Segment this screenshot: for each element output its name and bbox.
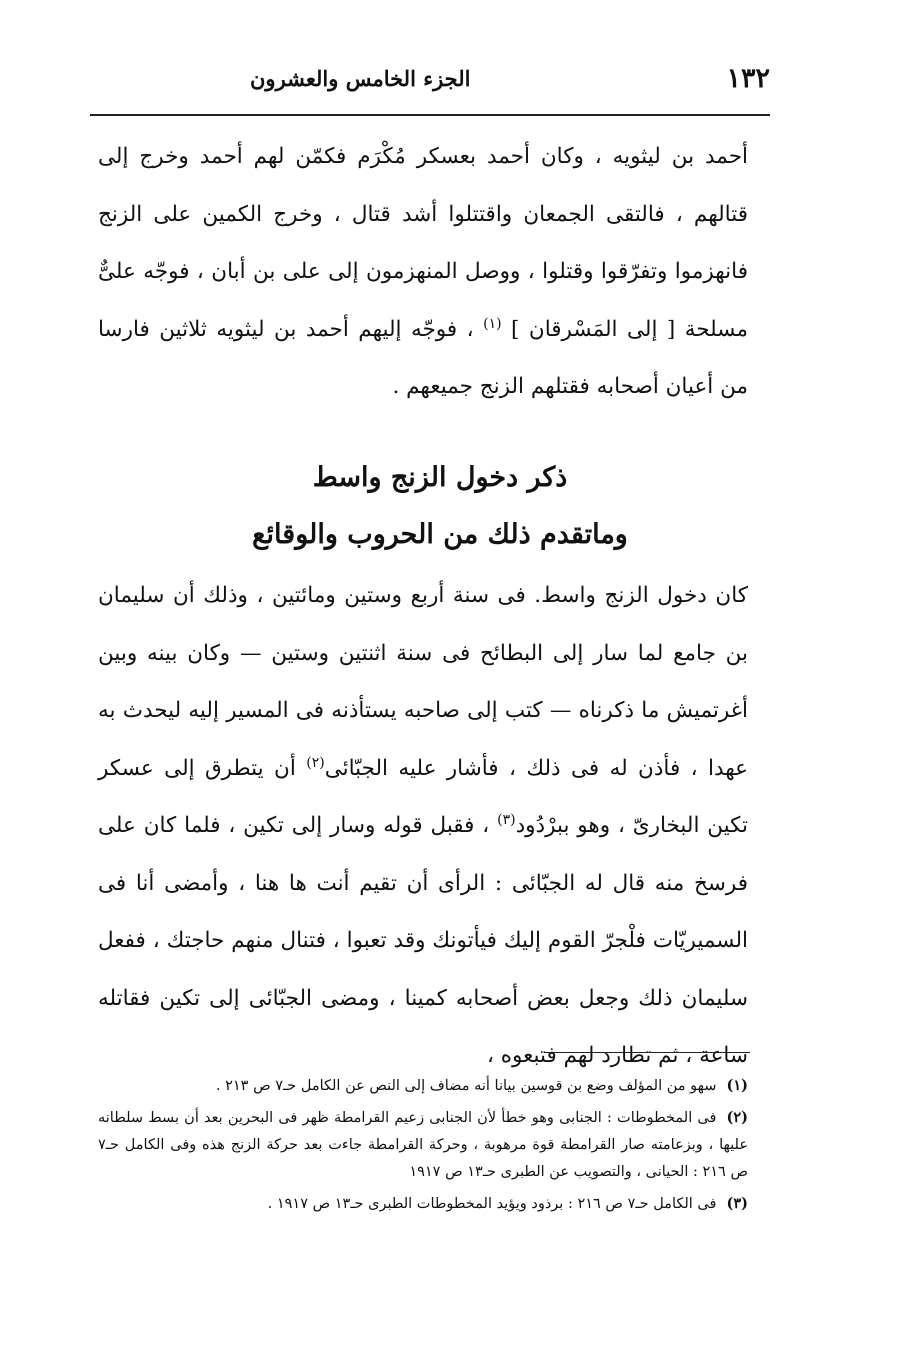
footnote-ref-2: (٢) xyxy=(306,754,325,771)
footnote-2 xyxy=(98,1104,748,1186)
paragraph-1 xyxy=(98,128,748,416)
footnote-3 xyxy=(98,1190,748,1218)
paragraph-2 xyxy=(98,567,748,1085)
section-title-line-1: ذكر دخول الزنج واسط xyxy=(312,462,568,493)
footnote-ref-3: (٣) xyxy=(497,811,516,828)
paragraph-1-text-b: ، فوجّه إليهم أحمد بن ليثويه ثلاثين فارسا من أعيان أصحابه فقتلهم الزنج جميعهم . xyxy=(98,316,748,399)
paragraph-2-text-a: كان دخول الزنج واسط. فى سنة أربع وستين ومائتين ، وذلك أن سليمان بن جامع لما سار إلى البطائح فى سنة اثنتين وستين — وكان بينه وبين أغرتميش ما ذكرناه — كتب إلى صاحبه يستأذنه فى المسير إليه ليحدث به عهدا ، فأذن له فى ذلك ، فأشار عليه الجبّائى xyxy=(98,583,748,781)
footnote-1 xyxy=(98,1072,748,1100)
page-number: ١٣٢ xyxy=(726,62,770,94)
paragraph-2-text-b: أن يتطرق إلى عسكر تكين البخارىّ ، وهو ببرْدُود xyxy=(98,755,748,838)
page-header xyxy=(90,58,770,98)
footnote-ref-1: (١) xyxy=(483,315,502,332)
running-head: الجزء الخامس والعشرون xyxy=(250,65,471,91)
header-rule xyxy=(90,114,770,116)
footnote-mark: (٣) xyxy=(726,1195,748,1212)
footnote-text: فى الكامل حـ٧ ص ٢١٦ : برذود ويؤيد المخطوطات الطبرى حـ١٣ ص ١٩١٧ . xyxy=(267,1196,717,1212)
footnote-rule xyxy=(545,1052,750,1053)
paragraph-1-text-a: أحمد بن ليثويه ، وكان أحمد بعسكر مُكْرَم فكمّن لهم أحمد وخرج إلى قتالهم ، فالتقى الجمعان واقتتلوا أشد قتال ، وخرج الكمين على الزنج فانهزموا وتفرّقوا وقتلوا ، ووصل المنهزمون إلى على بن أبان ، فوجّه علىٌّ مسلحة [ إلى المَسْرقان ] xyxy=(98,144,748,342)
footnotes xyxy=(98,1072,748,1222)
section-title-line-2: وماتقدم ذلك من الحروب والوقائع xyxy=(252,519,628,550)
paragraph-2-text-c: ، فقبل قوله وسار إلى تكين ، فلما كان على فرسخ منه قال له الجبّائى : الرأى أن تقيم أنت ها هنا ، وأمضى أنا فى السميريّات فلْجرّ القوم إليك فيأتونك وقد تعبوا ، فتنال منهم حاجتك ، ففعل سليمان ذلك وجعل بعض أصحابه كمينا ، ومضى الجبّائى إلى تكين فقاتله ساعة ، ثم تطارد لهم فتبعوه ، xyxy=(98,813,748,1068)
footnote-mark: (١) xyxy=(726,1077,748,1094)
footnote-text: فى المخطوطات : الجنابى وهو خطأ لأن الجنابى زعيم القرامطة ظهر فى البحرين بعد أن بسط سلطانه عليها ، وبزعامته صار القرامطة قوة مرهوبة ، وحركة القرامطة جاءت بعد حركة الزنج هذه وفى الكامل حـ٧ ص ٢١٦ : الحيانى ، والتصويب عن الطبرى حـ١٣ ص ١٩١٧ xyxy=(98,1110,748,1180)
footnote-text: سهو من المؤلف وضع بن قوسين بيانا أنه مضاف إلى النص عن الكامل حـ٧ ص ٢١٣ . xyxy=(215,1078,717,1094)
footnote-mark: (٢) xyxy=(726,1109,748,1126)
